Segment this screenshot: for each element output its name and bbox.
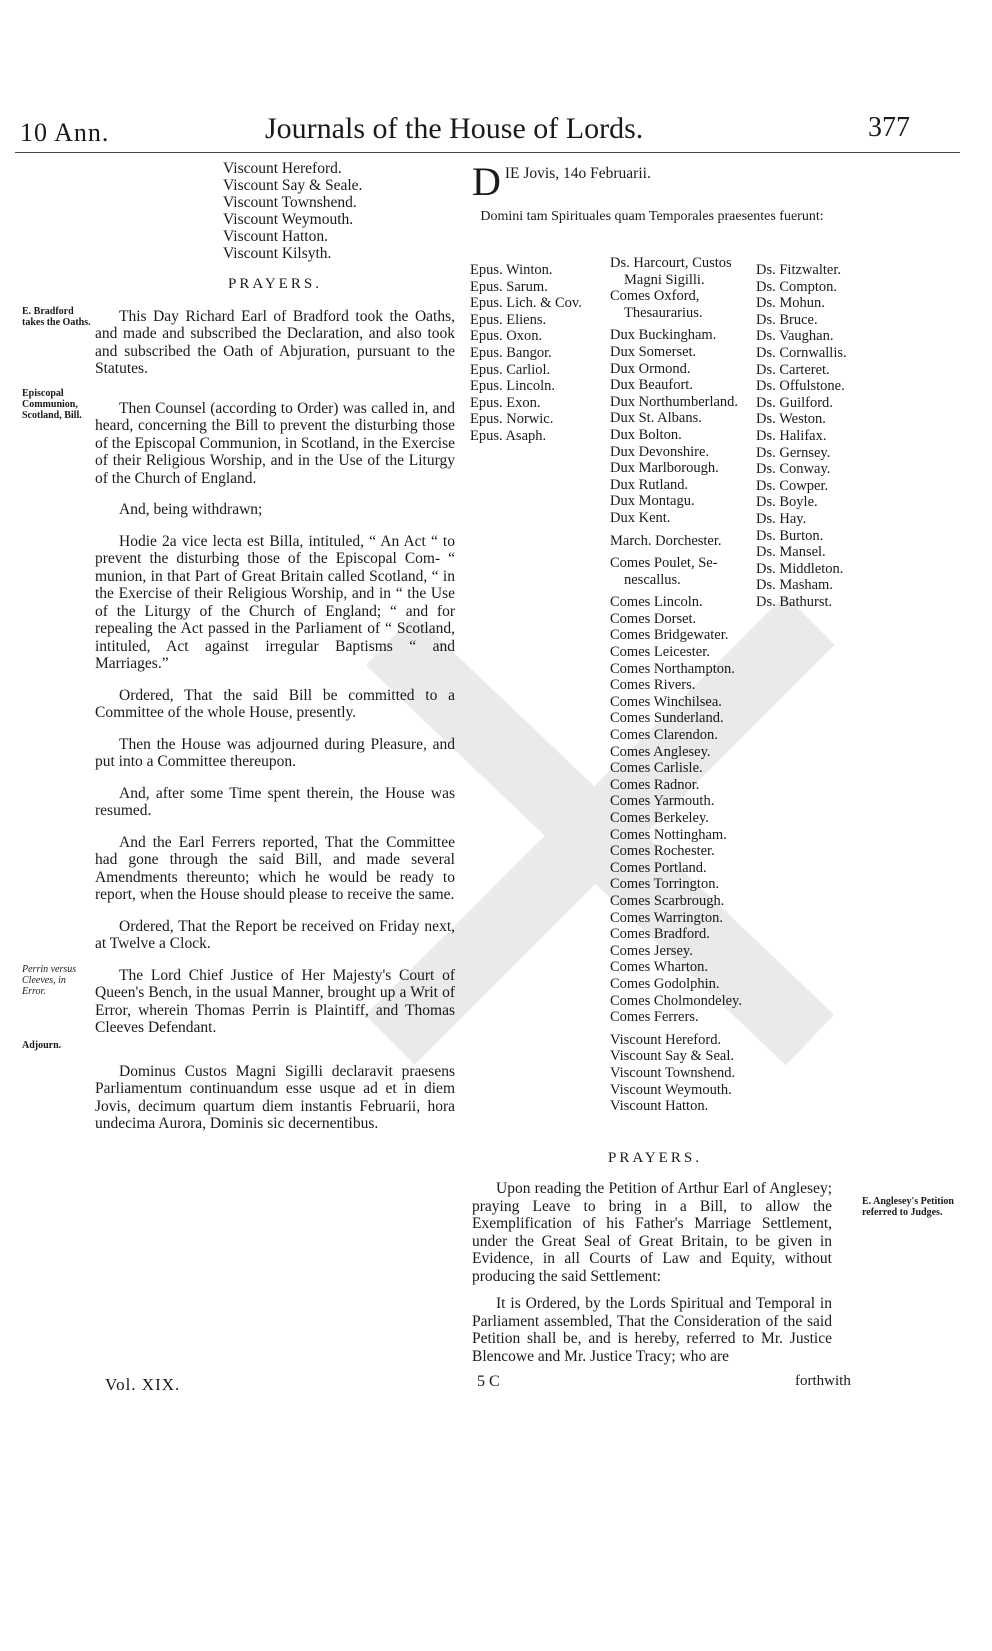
list-item: Comes Oxford, bbox=[610, 288, 700, 305]
list-item: Dux Devonshire. bbox=[610, 443, 710, 460]
paragraph: And, after some Time spent therein, the House was resumed. bbox=[95, 784, 455, 819]
list-item: Comes Bradford. bbox=[610, 926, 710, 943]
prayers-heading: PRAYERS. bbox=[228, 276, 322, 292]
list-item: Epus. Norwic. bbox=[470, 411, 554, 428]
list-item: Ds. Middleton. bbox=[756, 560, 844, 577]
list-item: Ds. Carteret. bbox=[756, 361, 830, 378]
list-item: Dux Northumberland. bbox=[610, 393, 739, 410]
paragraph: The Lord Chief Justice of Her Majesty's Court of Queen's Bench, in the usual Manner, brought up a Writ of Error, wherein Thomas Perrin is Plaintiff, and Thomas Cleeves Defendant. bbox=[95, 966, 455, 1036]
list-item: Comes Ferrers. bbox=[610, 1009, 699, 1026]
paragraph: And the Earl Ferrers reported, That the Committee had gone through the said Bill, and made several Amendments thereunto; which he would be ready to report, when the House should please to receive the same. bbox=[95, 833, 455, 903]
list-item: Comes Bridgewater. bbox=[610, 627, 729, 644]
list-item: Ds. Guilford. bbox=[756, 394, 833, 411]
peers-column bbox=[610, 255, 742, 1115]
list-item: Ds. Weston. bbox=[756, 411, 826, 428]
list-item: Ds. Burton. bbox=[756, 527, 824, 544]
margin-note-bradford: E. Bradford takes the Oaths. bbox=[22, 306, 91, 328]
list-item: Dux Montagu. bbox=[610, 493, 695, 510]
list-item: Ds. Gernsey. bbox=[756, 444, 831, 461]
list-item: Viscount Hereford. bbox=[610, 1031, 722, 1048]
list-item: Ds. Cornwallis. bbox=[756, 344, 847, 361]
list-item: Epus. Eliens. bbox=[470, 311, 547, 328]
list-item: Viscount Hereford. bbox=[223, 160, 342, 177]
list-item: Ds. Cowper. bbox=[756, 477, 829, 494]
list-item: Dux Marlborough. bbox=[610, 460, 719, 477]
list-item: Comes Rochester. bbox=[610, 843, 715, 860]
page-number: 377 bbox=[868, 112, 910, 143]
margin-note-episcopal: Episcopal Communion, Scotland, Bill. bbox=[22, 388, 82, 421]
list-item: Comes Sunderland. bbox=[610, 710, 724, 727]
list-item: Comes Portland. bbox=[610, 859, 707, 876]
list-item: Comes Warrington. bbox=[610, 909, 723, 926]
list-item: Ds. Bruce. bbox=[756, 311, 818, 328]
list-item: Epus. Lich. & Cov. bbox=[470, 295, 582, 312]
list-item: Epus. Winton. bbox=[470, 262, 553, 278]
list-item: Comes Winchilsea. bbox=[610, 693, 722, 710]
list-item: Epus. Sarum. bbox=[470, 278, 548, 295]
list-item: Comes Nottingham. bbox=[610, 826, 727, 843]
signature-mark: 5 C bbox=[477, 1373, 500, 1390]
list-item: Ds. Masham. bbox=[756, 577, 833, 594]
list-item: Viscount Weymouth. bbox=[223, 211, 354, 228]
list-item: Viscount Say & Seal. bbox=[610, 1048, 734, 1065]
right-column-body bbox=[472, 1180, 832, 1375]
list-item: Comes Poulet, Se- bbox=[610, 555, 718, 572]
list-item: Comes Northampton. bbox=[610, 660, 735, 677]
list-item: Thesaurarius. bbox=[624, 304, 703, 321]
list-item: Ds. Boyle. bbox=[756, 494, 818, 511]
paragraph: Dominus Custos Magni Sigilli declaravit praesens Parliamentum continuandum esse usque ad et in diem Jovis, decimum quartum diem instantis Februarii, hora undecima Aurora, Dominis sic decernentibus. bbox=[95, 1062, 455, 1132]
session-label: 10 Ann. bbox=[20, 118, 110, 147]
margin-note-perrin: Perrin versus Cleeves, in Error. bbox=[22, 964, 77, 997]
list-item: Magni Sigilli. bbox=[624, 271, 705, 288]
list-item: Ds. Bathurst. bbox=[756, 593, 833, 610]
date-line: IE Jovis, 14o Februarii. bbox=[504, 165, 651, 182]
list-item: Dux Rutland. bbox=[610, 476, 689, 493]
paragraph: And, being withdrawn; bbox=[119, 501, 263, 518]
list-item: Comes Torrington. bbox=[610, 876, 720, 893]
header-rule bbox=[15, 152, 960, 153]
list-item: Dux St. Albans. bbox=[610, 410, 702, 427]
catchword: forthwith bbox=[795, 1373, 851, 1389]
list-item: Comes Rivers. bbox=[610, 677, 696, 694]
list-item: Comes Godolphin. bbox=[610, 975, 720, 992]
list-item: Ds. Harcourt, Custos bbox=[610, 255, 732, 271]
list-item: Viscount Weymouth. bbox=[610, 1081, 732, 1098]
page-title: Journals of the House of Lords. bbox=[265, 112, 644, 145]
list-item: Comes Leicester. bbox=[610, 644, 710, 661]
list-item: Ds. Halifax. bbox=[756, 427, 827, 444]
paragraph: This Day Richard Earl of Bradford took the Oaths, and made and subscribed the Declaration, and also took and subscribed the Oath of Abjuration, pursuant to the Statutes. bbox=[95, 307, 455, 377]
right-column-head bbox=[472, 165, 832, 239]
list-item: Comes Wharton. bbox=[610, 959, 708, 976]
paragraph: Ordered, That the said Bill be committed to a Committee of the whole House, presently. bbox=[95, 686, 455, 721]
bishops-column bbox=[470, 262, 582, 445]
list-item: Comes Carlisle. bbox=[610, 760, 703, 777]
list-item: Dux Beaufort. bbox=[610, 377, 693, 394]
list-item: Viscount Townshend. bbox=[610, 1064, 736, 1081]
list-item: Epus. Oxon. bbox=[470, 328, 543, 345]
list-item: Epus. Exon. bbox=[470, 394, 541, 411]
list-item: March. Dorchester. bbox=[610, 532, 722, 549]
drop-cap: D bbox=[472, 165, 501, 199]
list-item: Ds. Fitzwalter. bbox=[756, 262, 841, 278]
list-item: Ds. Vaughan. bbox=[756, 328, 834, 345]
prayers-heading-2: PRAYERS. bbox=[608, 1150, 702, 1166]
paragraph: Upon reading the Petition of Arthur Earl of Anglesey; praying Leave to bring in a Bill, to allow the Exemplification of his Father's Marriage Settlement, under the Great Seal of Great Britain, to be given in Evidence, in all Courts of Law and Equity, without producing the said Settlement: bbox=[472, 1180, 832, 1285]
list-item: Comes Anglesey. bbox=[610, 743, 711, 760]
paragraph: It is Ordered, by the Lords Spiritual and Temporal in Parliament assembled, That the Consideration of the said Petition shall be, and is hereby, referred to Mr. Justice Blencowe and Mr. Justice Tracy; who are bbox=[472, 1295, 832, 1365]
paragraph: Hodie 2a vice lecta est Billa, intituled, “ An Act “ to prevent the disturbing those of the Episcopal Com- “ munion, in that Part of Great Britain called Scotland, “ in the Exercise of their Religious Worship, and in “ the Use of the Liturgy of the Church of England; “ and for repealing the Act passed in the Parliament of “ Scotland, intituled, Act against irregular Baptisms “ and Marriages.” bbox=[95, 532, 455, 672]
list-item: Dux Kent. bbox=[610, 509, 671, 526]
list-item: Ds. Mohun. bbox=[756, 295, 825, 312]
barons-column bbox=[756, 262, 847, 610]
list-item: Ds. Hay. bbox=[756, 510, 807, 527]
paragraph: Then the House was adjourned during Pleasure, and put into a Committee thereupon. bbox=[95, 735, 455, 770]
list-item: Epus. Carliol. bbox=[470, 361, 551, 378]
list-item: Ds. Conway. bbox=[756, 461, 831, 478]
list-item: Viscount Kilsyth. bbox=[223, 245, 332, 262]
list-item: Dux Ormond. bbox=[610, 360, 691, 377]
viscount-list bbox=[95, 160, 455, 262]
paragraph: Ordered, That the Report be received on Friday next, at Twelve a Clock. bbox=[95, 917, 455, 952]
list-item: Comes Scarbrough. bbox=[610, 892, 725, 909]
paragraph: Then Counsel (according to Order) was called in, and heard, concerning the Bill to prevent the disturbing those of the Episcopal Communion, in Scotland, in the Exercise of their Religious Worship, and in the Use of the Liturgy of the Church of England. bbox=[95, 399, 455, 487]
left-column bbox=[95, 160, 455, 1147]
list-item: Comes Berkeley. bbox=[610, 810, 709, 826]
margin-note-adjourn: Adjourn. bbox=[22, 1040, 62, 1051]
list-item: Comes Radnor. bbox=[610, 776, 700, 793]
list-item: Dux Buckingham. bbox=[610, 327, 717, 344]
list-item: Comes Dorset. bbox=[610, 610, 697, 627]
list-item: Comes Cholmondeley. bbox=[610, 992, 742, 1009]
volume-label: Vol. XIX. bbox=[105, 1375, 181, 1394]
margin-note-anglesey: E. Anglesey's Petition referred to Judges. bbox=[862, 1196, 954, 1218]
list-item: Comes Jersey. bbox=[610, 942, 693, 959]
list-item: Viscount Hatton. bbox=[610, 1098, 709, 1115]
list-item: Comes Clarendon. bbox=[610, 727, 718, 744]
list-item: Viscount Townshend. bbox=[223, 194, 357, 211]
list-item: Epus. Asaph. bbox=[470, 427, 547, 444]
list-item: Ds. Mansel. bbox=[756, 544, 826, 561]
list-item: Ds. Offulstone. bbox=[756, 378, 845, 395]
list-item: nescallus. bbox=[624, 571, 681, 588]
present-line: Domini tam Spirituales quam Temporales praesentes fuerunt: bbox=[480, 209, 824, 224]
list-item: Dux Bolton. bbox=[610, 426, 682, 443]
list-item: Viscount Say & Seale. bbox=[223, 177, 363, 194]
list-item: Comes Lincoln. bbox=[610, 594, 703, 611]
list-item: Epus. Bangor. bbox=[470, 344, 552, 361]
list-item: Comes Yarmouth. bbox=[610, 793, 715, 810]
list-item: Epus. Lincoln. bbox=[470, 378, 555, 395]
list-item: Viscount Hatton. bbox=[223, 228, 328, 245]
list-item: Ds. Compton. bbox=[756, 278, 837, 295]
list-item: Dux Somerset. bbox=[610, 343, 697, 360]
